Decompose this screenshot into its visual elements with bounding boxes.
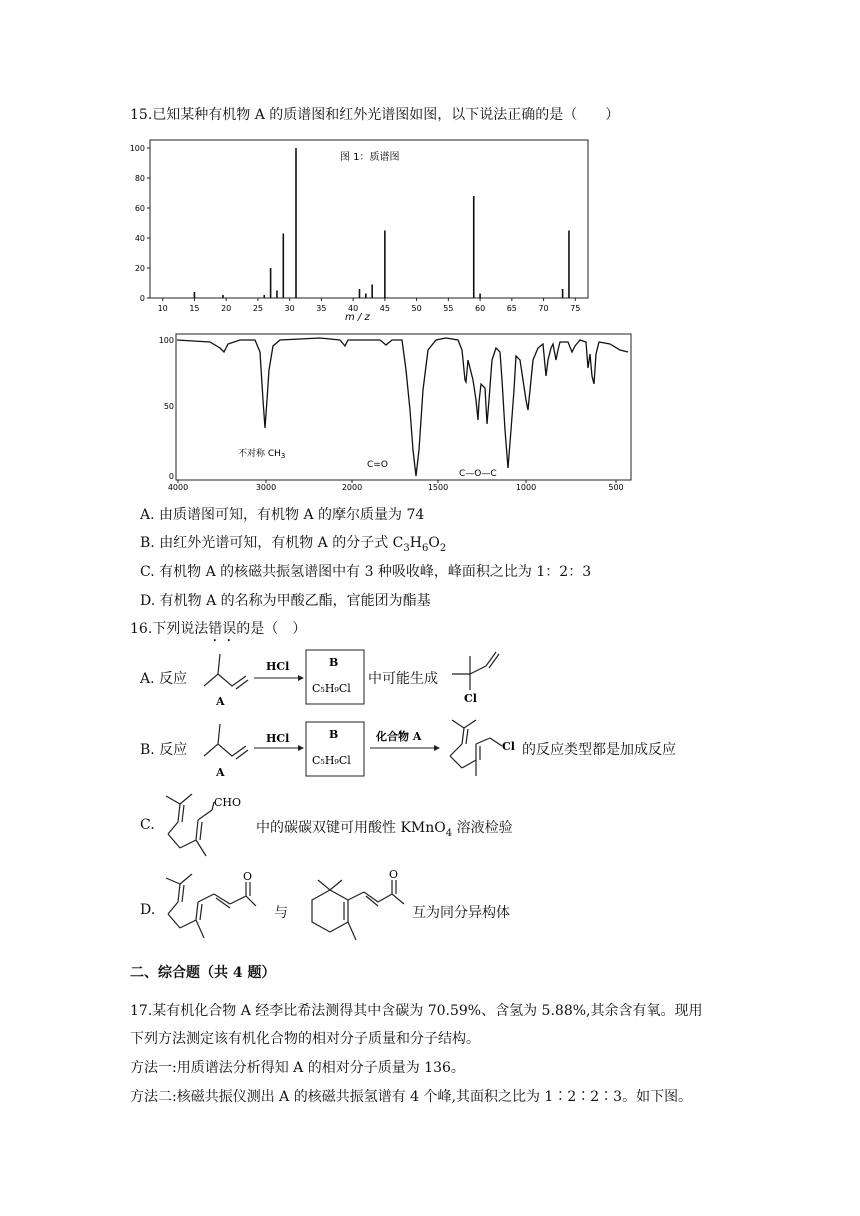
- ms-ytick-label: 60: [134, 204, 145, 213]
- ms-xtick-label: 30: [284, 304, 295, 313]
- q16-b-product: [444, 716, 522, 782]
- q17-line-4: 方法二:核磁共振仪测出 A 的核磁共振氢谱有 4 个峰,其面积之比为 1∶2∶2∶3。如下图。: [130, 1089, 693, 1105]
- ms-xtick-label: 65: [506, 304, 517, 313]
- q16-a-box-b: B: [329, 656, 339, 669]
- ms-ytick-label: 0: [139, 294, 145, 303]
- ir-label-co: C=O: [367, 460, 388, 470]
- ms-xtick-label: 25: [252, 304, 264, 313]
- ir-xtick-label: 4000: [167, 483, 189, 492]
- ms-xtick-label: 40: [348, 304, 359, 313]
- q15-stem: 15.已知某种有机物 A 的质谱图和红外光谱图如图，以下说法正确的是（ ）: [130, 107, 620, 123]
- ms-xtick-label: 75: [570, 304, 581, 313]
- q16-c-structure: [158, 790, 258, 868]
- ir-label-coc: C—O—C: [459, 469, 497, 479]
- q16-option-a-prefix: A. 反应: [140, 671, 188, 687]
- ms-xlabel: m / z: [345, 312, 370, 323]
- q16-option-b-prefix: B. 反应: [140, 742, 188, 758]
- ir-ytick-label: 0: [168, 472, 174, 481]
- ir-xtick-label: 1500: [427, 483, 449, 492]
- ir-xtick-label: 2000: [341, 483, 363, 492]
- q16-b-box-formula: C₅H₉Cl: [312, 754, 351, 767]
- q16-stem: 16.下列说法错误的是（ ）: [130, 621, 307, 637]
- ir-label-ch3: 不对称 $CH_3$: [238, 449, 286, 460]
- q16-option-d-mid: 与: [274, 905, 288, 921]
- q16-option-c-suffix: 中的碳碳双键可用酸性 KMnO$_4$ 溶液检验: [256, 820, 513, 839]
- q16-d1-label-o: O: [243, 870, 253, 883]
- q16-b-reagent-hcl: HCl: [266, 732, 290, 745]
- q16-d-structure-2: [300, 866, 410, 950]
- q15-option-c: C. 有机物 A 的核磁共振氢谱图中有 3 种吸收峰，峰面积之比为 1：2：3: [140, 564, 592, 580]
- q16-a-product-cl: Cl: [464, 692, 477, 705]
- ms-xtick-label: 10: [157, 304, 168, 313]
- q16-option-d-prefix: D.: [140, 902, 156, 918]
- q17-line-2: 下列方法测定该有机化合物的相对分子质量和分子结构。: [130, 1031, 480, 1047]
- q16-a-box-formula: C₅H₉Cl: [312, 682, 351, 695]
- ir-xtick-label: 500: [608, 483, 624, 492]
- q16-a-label-a: A: [216, 695, 225, 708]
- q16-option-c-prefix: C.: [140, 817, 155, 833]
- q16-b-reagent-compound: 化合物 A: [376, 730, 422, 743]
- ms-xtick-label: 60: [474, 304, 486, 313]
- q16-a-reagent-hcl: HCl: [266, 660, 290, 673]
- ms-xtick-label: 15: [189, 304, 200, 313]
- ir-xtick-label: 1000: [515, 483, 537, 492]
- ms-xtick-label: 70: [538, 304, 549, 313]
- q16-b-box-b: B: [329, 728, 339, 741]
- q16-d2-label-o: O: [389, 868, 399, 881]
- ir-xtick-label: 3000: [255, 483, 277, 492]
- q16-d-structure-1: [160, 868, 275, 946]
- q16-b-product-cl: Cl: [502, 740, 515, 753]
- ms-ytick-label: 80: [134, 174, 145, 183]
- q16-option-a-suffix: 中可能生成: [368, 671, 438, 687]
- ms-xtick-label: 35: [316, 304, 327, 313]
- ms-xtick-label: 50: [411, 304, 422, 313]
- q16-a-reaction: [198, 646, 373, 708]
- section-title: 二、综合题（共 4 题）: [130, 965, 276, 981]
- q16-b-label-a: A: [216, 766, 225, 779]
- ms-xtick-label: 20: [221, 304, 232, 313]
- ms-title: 图 1：质谱图: [340, 152, 400, 163]
- q16-a-product: [448, 646, 508, 706]
- ms-ytick-label: 40: [134, 234, 145, 243]
- q17-line-1: 17.某有机化合物 A 经李比希法测得其中含碳为 70.59%、含氢为 5.88%,其余含有氧。现用: [130, 1003, 703, 1019]
- q15-option-b: B. 由红外光谱可知，有机物 A 的分子式 $C_3H_6O_2$: [140, 535, 447, 554]
- q16-option-b-suffix: 的反应类型都是加成反应: [522, 742, 676, 758]
- ms-xtick-label: 45: [379, 304, 390, 313]
- ir-ytick-label: 100: [158, 336, 174, 345]
- q15-option-d: D. 有机物 A 的名称为甲酸乙酯，官能团为酯基: [140, 593, 431, 609]
- ms-ytick-label: 20: [134, 264, 145, 273]
- mass-spectrum: [125, 134, 595, 326]
- ir-spectrum: [140, 330, 635, 492]
- ms-ytick-label: 100: [129, 144, 145, 153]
- ir-ytick-label: 50: [163, 402, 174, 411]
- q16-option-d-suffix: 互为同分异构体: [412, 905, 510, 921]
- q17-line-3: 方法一:用质谱法分析得知 A 的相对分子质量为 136。: [130, 1060, 465, 1076]
- q16-b-reaction: [198, 716, 448, 782]
- q16-c-label-cho: CHO: [214, 796, 242, 809]
- q15-option-a: A. 由质谱图可知，有机物 A 的摩尔质量为 74: [140, 507, 425, 523]
- ms-xtick-label: 55: [443, 304, 454, 313]
